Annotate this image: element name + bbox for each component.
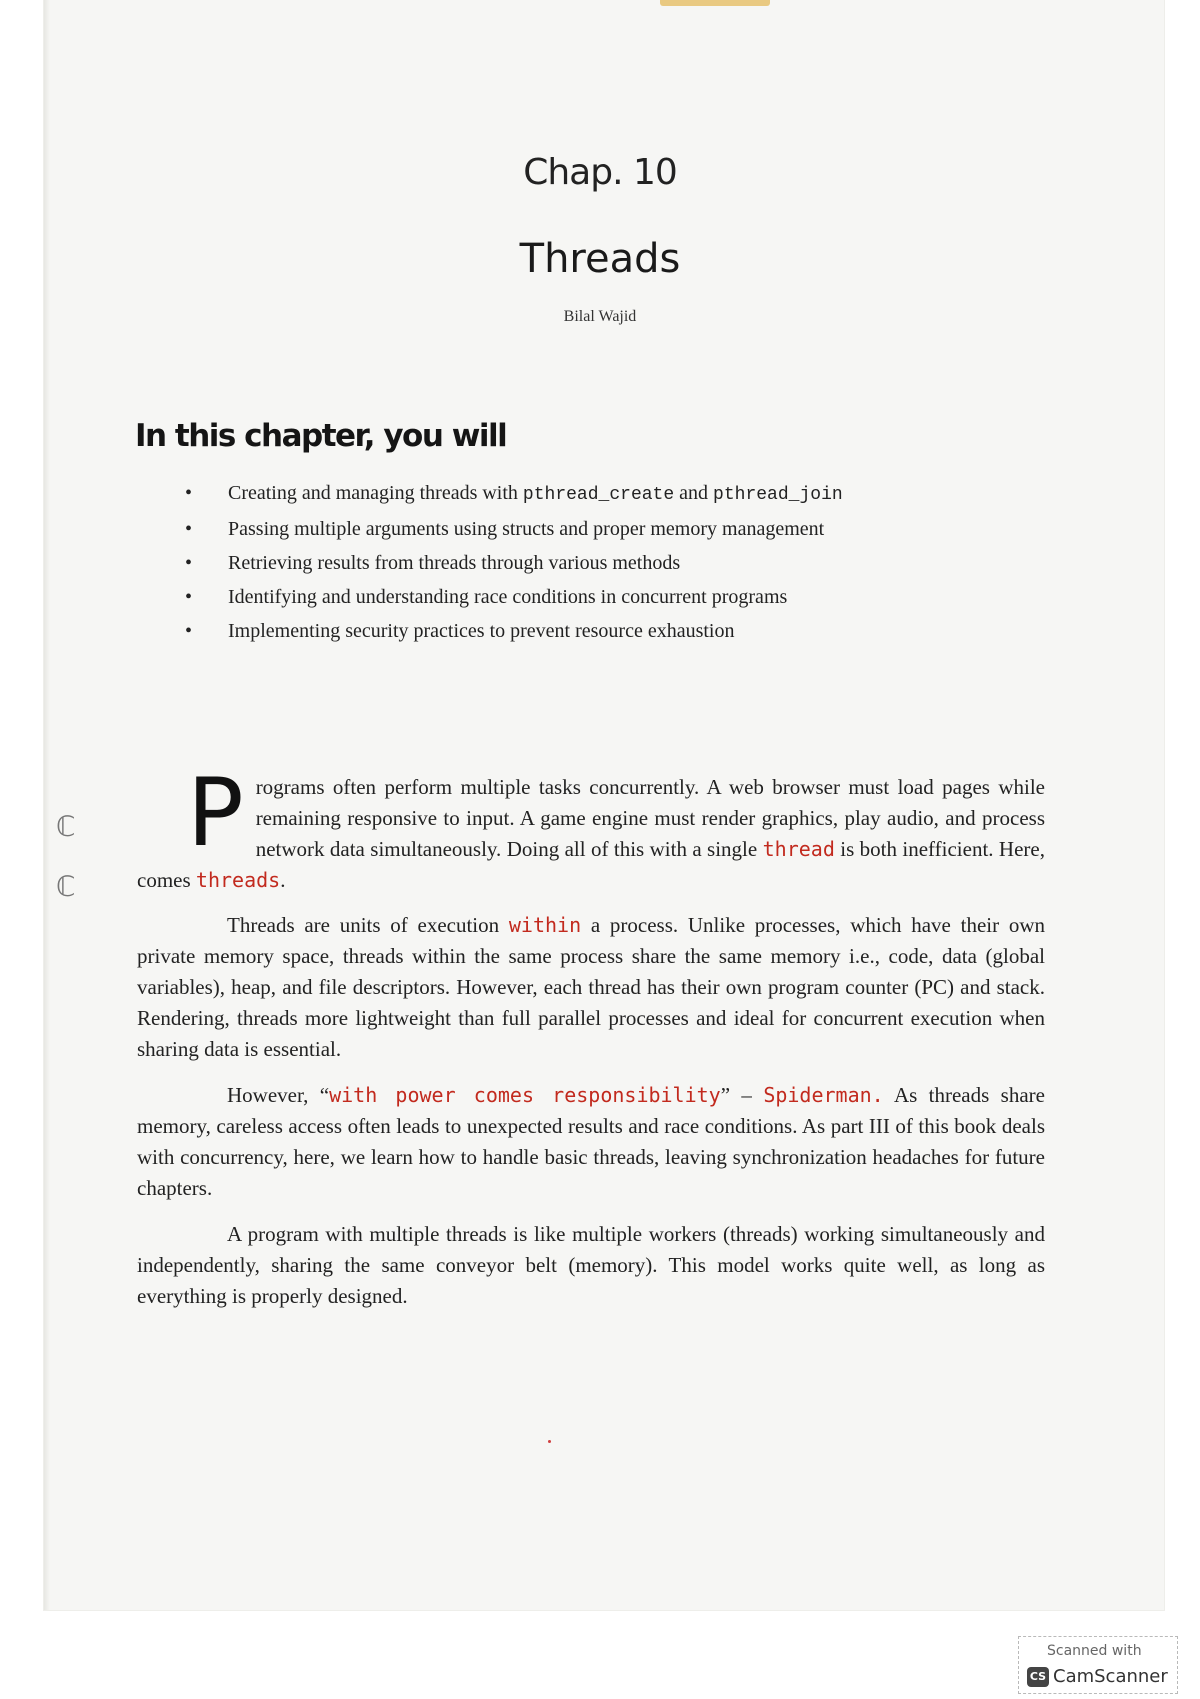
chapter-label: Chap. 10 — [523, 152, 677, 193]
paragraph-text: As threads share memory, careless access often leads to unexpected results and race conditions. As part III of this book deals with concurrency, here, we learn how to handle basic threads, leaving synchronization headaches for future chapters. — [137, 1083, 1045, 1200]
code-pthread-join: pthread_join — [713, 485, 843, 505]
objectives-list — [185, 476, 985, 648]
list-item-text: and — [674, 482, 714, 504]
paragraph-text: . — [280, 868, 286, 892]
author-name: Bilal Wajid — [563, 308, 637, 325]
watermark-caption: Scanned with — [1047, 1643, 1142, 1659]
bullet-icon: • — [185, 552, 193, 574]
camscanner-watermark — [1018, 1636, 1178, 1694]
list-item-text: Implementing security practices to prevent resource exhaustion — [228, 620, 735, 642]
paragraph-text: is both inefficient. Here, comes — [137, 837, 1045, 892]
list-item — [185, 580, 985, 614]
handwritten-note: threads — [195, 868, 281, 892]
objectives-heading: In this chapter, you will — [135, 418, 507, 454]
camscanner-logo-icon: CS — [1027, 1667, 1049, 1687]
list-item-text: Identifying and understanding race conditions in concurrent programs — [228, 586, 788, 608]
margin-scribble-icon: ℂ — [56, 810, 76, 843]
list-item — [185, 546, 985, 580]
paragraph-text: A program with multiple threads is like multiple workers (threads) working simultaneously and independently, sharing the same conveyor belt (memory). This model works quite well, as long as everything is properly designed. — [137, 1222, 1045, 1308]
bullet-icon: • — [185, 620, 193, 642]
paragraph-text: a process. Unlike processes, which have their own private memory space, threads within the same process share the same memory i.e., code, data (global variables), heap, and file descriptors. However, each thread has their own program counter (PC) and stack. Rendering, threads more lightweight than full parallel processes and ideal for concurrent execution when sharing data is essential. — [137, 913, 1045, 1061]
paragraph-text: rograms often perform multiple tasks concurrently. A web browser must load pages while remaining responsive to input. A game engine must render graphics, play audio, and process network data simultaneously. Doing all of this with a single — [255, 775, 1045, 861]
ink-dot — [548, 1440, 551, 1443]
handwritten-quote: with power comes responsibility — [329, 1083, 721, 1107]
list-item-text: Retrieving results from threads through various methods — [228, 552, 681, 574]
drop-cap: P — [187, 759, 244, 868]
list-item — [185, 512, 985, 546]
bullet-icon: • — [185, 482, 193, 504]
bullet-icon: • — [185, 586, 193, 608]
body-text — [137, 759, 1045, 1327]
code-pthread-create: pthread_create — [522, 485, 675, 505]
paragraph-analogy — [137, 1219, 1045, 1312]
list-item-text: Passing multiple arguments using structs and proper memory management — [228, 518, 825, 540]
margin-scribble-icon: ℂ — [56, 870, 76, 903]
handwritten-note: within — [508, 913, 582, 937]
paragraph-responsibility — [137, 1080, 1045, 1204]
watermark-brand: CamScanner — [1053, 1666, 1168, 1687]
chapter-title: Threads — [519, 236, 681, 282]
paragraph-text: ” – — [720, 1083, 764, 1107]
paragraph-text: Threads are units of execution — [227, 913, 509, 937]
paragraph-threads-definition — [137, 910, 1045, 1065]
handwritten-attribution: Spiderman. — [763, 1083, 884, 1107]
bullet-icon: • — [185, 518, 193, 540]
handwritten-note: thread — [762, 837, 835, 861]
paragraph-intro — [137, 759, 1045, 896]
list-item — [185, 476, 985, 512]
list-item-text: Creating and managing threads with — [228, 482, 523, 504]
paragraph-text: However, “ — [227, 1083, 330, 1107]
top-tab-marker — [660, 0, 770, 6]
list-item — [185, 614, 985, 648]
